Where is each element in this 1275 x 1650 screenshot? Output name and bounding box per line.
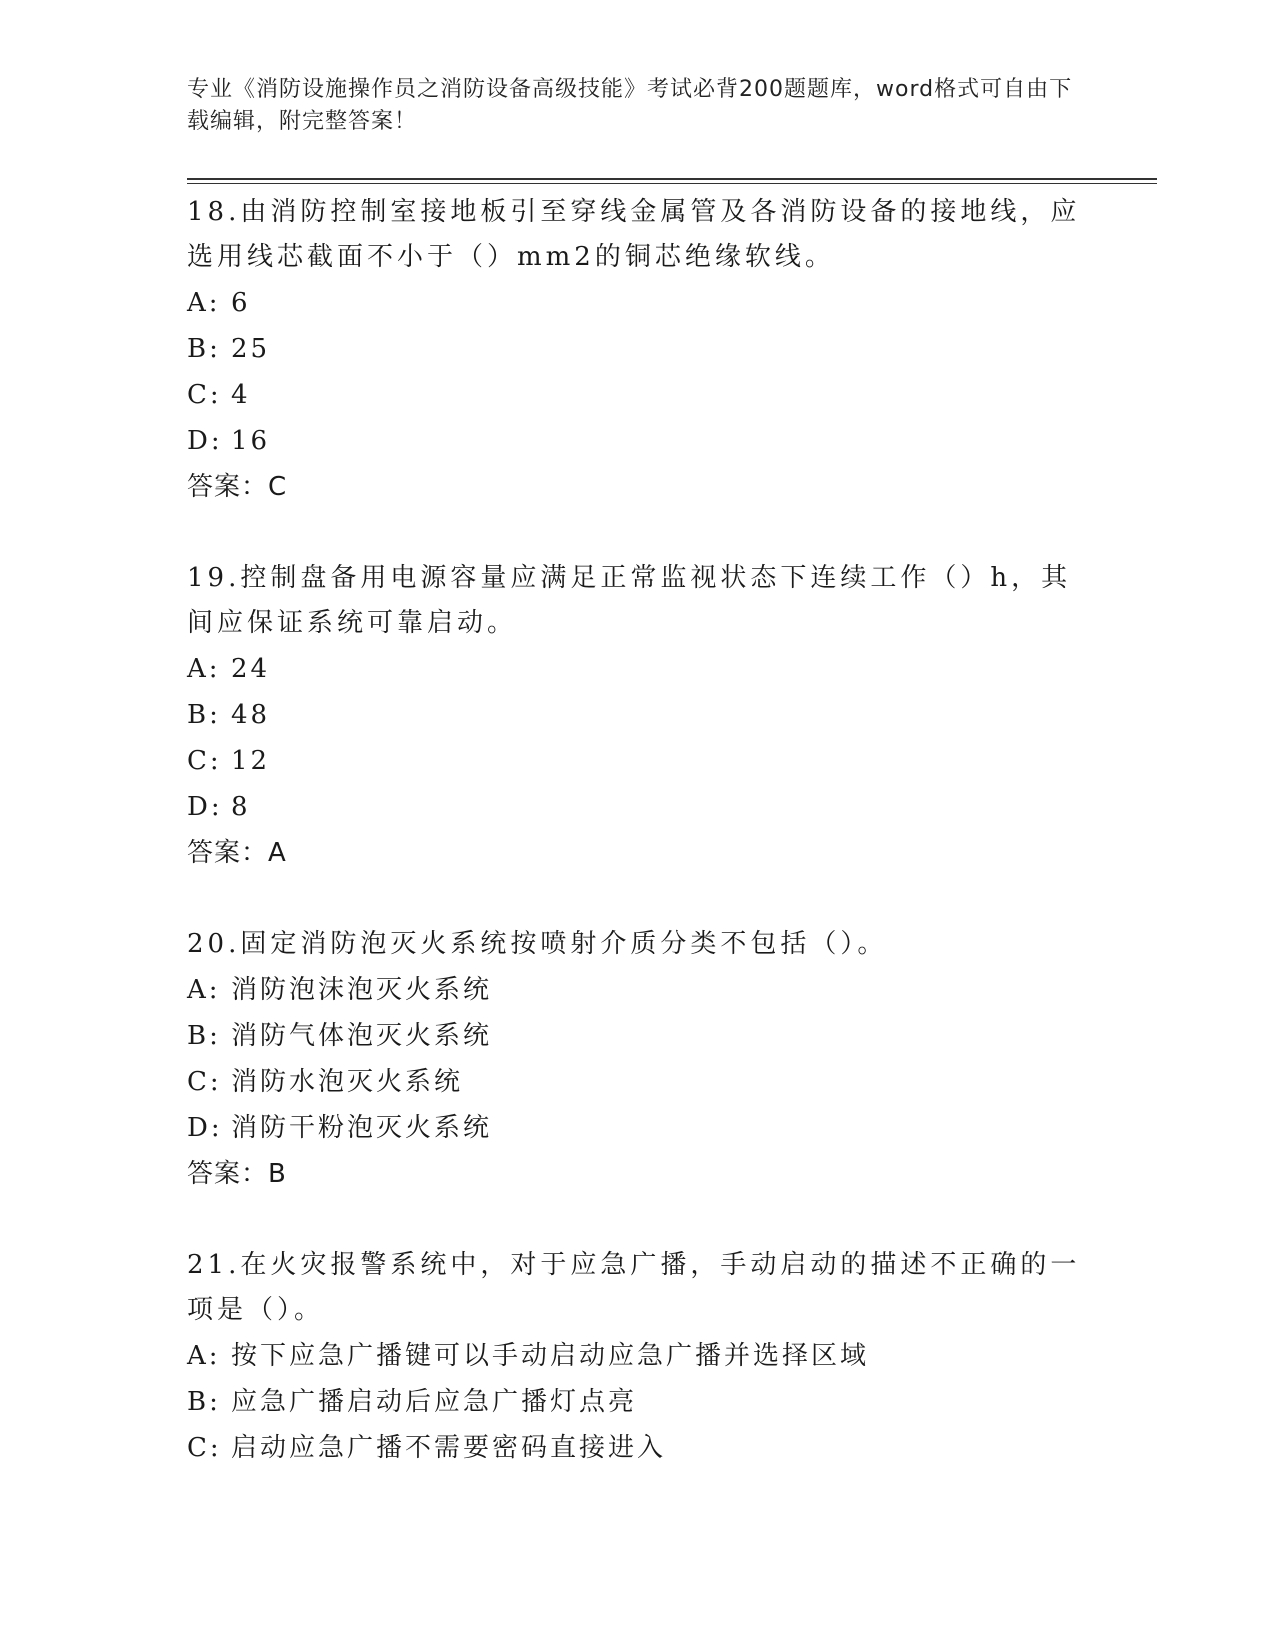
option-letter: A:: [187, 288, 221, 318]
option-text: 12: [231, 746, 271, 776]
option-c: [187, 1425, 1087, 1471]
option-text: 16: [231, 426, 271, 456]
option-letter: B:: [187, 1387, 221, 1417]
option-text: 8: [231, 792, 251, 822]
option-letter: B:: [187, 700, 221, 730]
option-letter: A:: [187, 654, 221, 684]
option-letter: C:: [187, 746, 222, 776]
option-b: [187, 1013, 1087, 1059]
option-c: [187, 372, 1087, 418]
option-text: 按下应急广播键可以手动启动应急广播并选择区域: [231, 1341, 870, 1371]
question-19: [187, 556, 1087, 876]
option-b: [187, 692, 1087, 738]
option-letter: B:: [187, 1021, 221, 1051]
option-letter: D:: [187, 792, 223, 822]
question-stem: 20.固定消防泡灭火系统按喷射介质分类不包括（）。: [187, 929, 888, 959]
option-text: 消防干粉泡灭火系统: [231, 1113, 493, 1143]
answer-line: 答案：C: [187, 472, 288, 502]
option-c: [187, 738, 1087, 784]
option-text: 消防泡沫泡灭火系统: [231, 975, 493, 1005]
option-text: 启动应急广播不需要密码直接进入: [231, 1433, 667, 1463]
question-stem: 19.控制盘备用电源容量应满足正常监视状态下连续工作（）h，其间应保证系统可靠启动。: [187, 563, 1072, 638]
answer-line: 答案：A: [187, 838, 287, 868]
option-letter: C:: [187, 1433, 222, 1463]
option-a: [187, 967, 1087, 1013]
option-c: [187, 1059, 1087, 1105]
question-21: [187, 1243, 1087, 1471]
option-letter: D:: [187, 426, 223, 456]
option-letter: A:: [187, 975, 221, 1005]
option-b: [187, 1379, 1087, 1425]
answer-line: 答案：B: [187, 1159, 287, 1189]
document-page: [187, 0, 1157, 1650]
option-d: [187, 784, 1087, 830]
header-divider-thick: [187, 178, 1157, 180]
option-a: [187, 280, 1087, 326]
option-letter: B:: [187, 334, 221, 364]
option-b: [187, 326, 1087, 372]
option-letter: C:: [187, 380, 222, 410]
document-header: 专业《消防设施操作员之消防设备高级技能》考试必背200题题库，word格式可自由下载编辑，附完整答案！: [187, 77, 1073, 134]
option-text: 4: [231, 380, 251, 410]
option-text: 25: [231, 334, 271, 364]
header-divider-thin: [187, 183, 1157, 184]
option-text: 6: [231, 288, 251, 318]
option-text: 24: [231, 654, 271, 684]
option-a: [187, 1333, 1087, 1379]
option-d: [187, 418, 1087, 464]
option-letter: C:: [187, 1067, 222, 1097]
question-stem: 21.在火灾报警系统中，对于应急广播，手动启动的描述不正确的一项是（）。: [187, 1250, 1081, 1325]
question-20: [187, 922, 1087, 1197]
option-letter: A:: [187, 1341, 221, 1371]
question-list: [187, 190, 1087, 1517]
option-letter: D:: [187, 1113, 223, 1143]
option-text: 应急广播启动后应急广播灯点亮: [231, 1387, 638, 1417]
question-stem: 18.由消防控制室接地板引至穿线金属管及各消防设备的接地线，应选用线芯截面不小于（）mm2的铜芯绝缘软线。: [187, 197, 1081, 272]
option-text: 消防水泡灭火系统: [231, 1067, 464, 1097]
option-text: 消防气体泡灭火系统: [231, 1021, 493, 1051]
option-a: [187, 646, 1087, 692]
option-text: 48: [231, 700, 271, 730]
option-d: [187, 1105, 1087, 1151]
question-18: [187, 190, 1087, 510]
